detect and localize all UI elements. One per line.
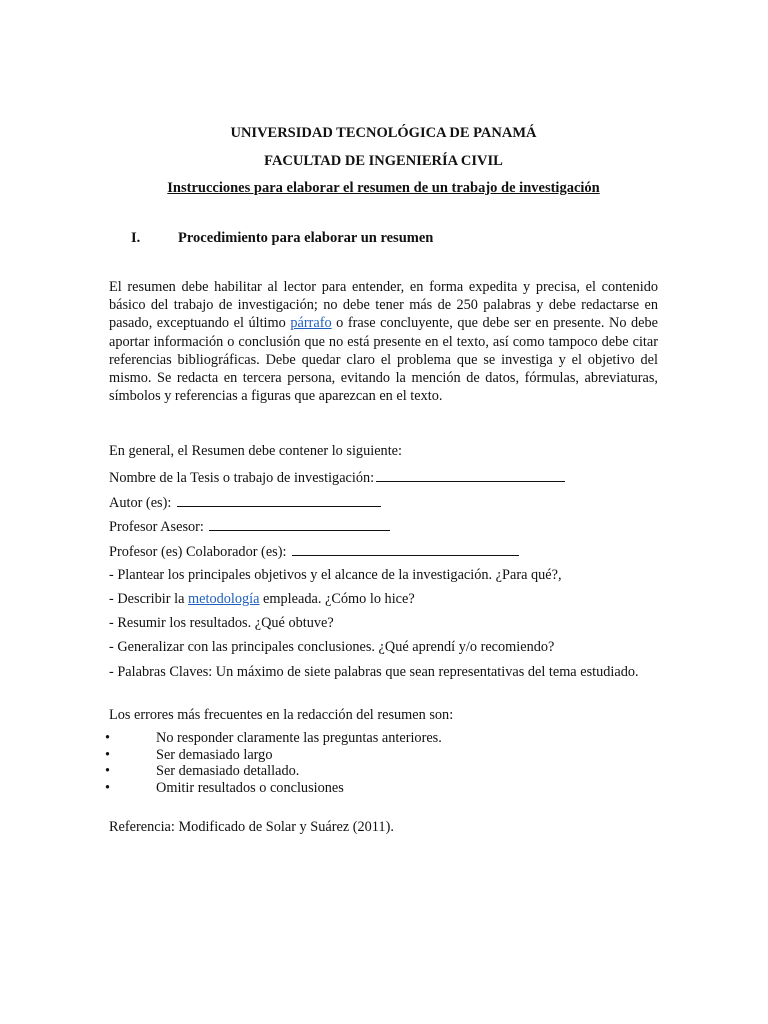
advisor-label: Profesor Asesor: [109,519,208,535]
list-item-text: Omitir resultados o conclusiones [156,779,344,796]
section-heading [131,229,433,247]
errors-intro: Los errores más frecuentes en la redacción del resumen son: [109,707,454,723]
section-number: I. [131,230,141,246]
content-intro: En general, el Resumen debe contener lo siguiente: [109,443,402,459]
bullet-icon: • [105,730,111,746]
parrafo-link[interactable]: párrafo [290,315,332,332]
methodology-text-end: empleada. ¿Cómo lo hice? [259,591,415,607]
author-blank [177,492,381,507]
faculty-name: FACULTAD DE INGENIERÍA CIVIL [264,153,503,169]
paragraph-text-start: El resumen debe habilitar al lector para entender, en forma expedita y precisa, el contenido básico del trabajo de investigación; no debe tener más de 250 palabras y debe redactarse en pasado, exceptuando el último [109,279,658,332]
collaborator-field [109,541,658,561]
advisor-field [109,516,658,536]
list-item-text: No responder claramente las preguntas anteriores. [156,730,442,746]
keywords-item: - Palabras Claves: Un máximo de siete palabras que sean representativas del tema estudiado. [109,664,639,680]
thesis-name-label: Nombre de la Tesis o trabajo de investigación: [109,470,375,486]
list-item [105,730,658,747]
author-field [109,492,658,512]
objectives-item: - Plantear los principales objetivos y el alcance de la investigación. ¿Para qué?, [109,567,562,583]
methodology-item [109,590,658,608]
thesis-name-field [109,467,658,487]
bullet-icon: • [105,779,111,796]
collaborator-label: Profesor (es) Colaborador (es): [109,544,291,560]
advisor-blank [209,516,390,531]
list-item [105,746,658,764]
reference-note: Referencia: Modificado de Solar y Suárez (2011). [109,819,394,835]
metodologia-link[interactable]: metodología [188,591,260,607]
list-item [105,779,658,797]
thesis-name-blank [376,467,565,482]
list-item [105,763,658,780]
bullet-icon: • [105,763,111,780]
section-title: Procedimiento para elaborar un resumen [178,230,434,246]
methodology-text-start: - Describir la [109,591,188,607]
conclusions-item: - Generalizar con las principales conclusiones. ¿Qué aprendí y/o recomiendo? [109,639,555,655]
document-title: Instrucciones para elaborar el resumen de un trabajo de investigación [167,180,600,196]
intro-paragraph [109,278,658,405]
collaborator-blank [292,541,519,556]
list-item-text: Ser demasiado detallado. [156,763,300,780]
paragraph-text-end: o frase concluyente, que debe ser en presente. No debe aportar información o conclusión que no está presente en el texto, así como tampoco debe citar referencias bibliográficas. Debe quedar claro el problema que se investiga y el objetivo del mismo. Se redacta en tercera persona, evitando la mención de datos, fórmulas, abreviaturas, símbolos y referencias a figuras que aparezcan en el texto. [109,315,659,405]
author-label: Autor (es): [109,495,175,511]
university-name: UNIVERSIDAD TECNOLÓGICA DE PANAMÁ [230,125,537,141]
results-item: - Resumir los resultados. ¿Qué obtuve? [109,615,334,631]
errors-list [105,730,658,796]
bullet-icon: • [105,746,111,763]
list-item-text: Ser demasiado largo [156,746,273,763]
